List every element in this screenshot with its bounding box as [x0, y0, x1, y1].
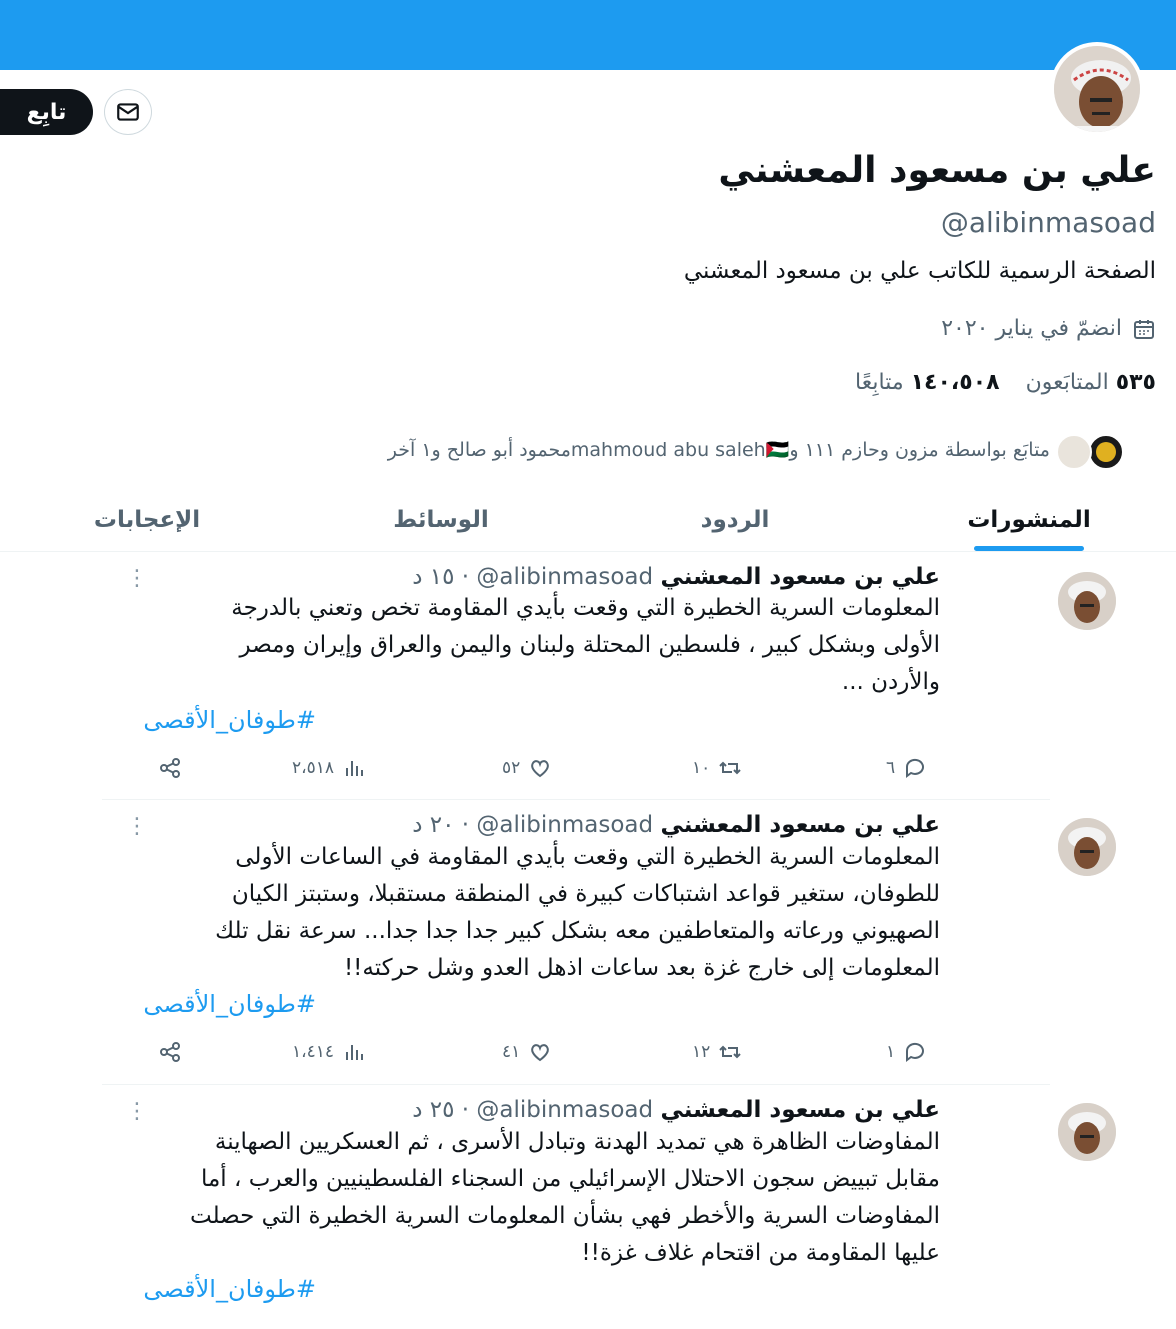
heart-icon: [528, 756, 552, 780]
profile-avatar[interactable]: [1050, 42, 1144, 136]
follow-button[interactable]: تابِع: [0, 89, 93, 135]
retweet-icon: [718, 1040, 742, 1064]
tweet-time[interactable]: · ١٥ د: [412, 564, 470, 590]
envelope-icon: [115, 99, 141, 125]
followers-label: متابِعًا: [855, 370, 904, 395]
retweet-action[interactable]: [692, 1040, 742, 1064]
tweet-line: والأردن ...: [841, 669, 940, 695]
tweet-line: المعلومات إلى خارج غزة بعد ساعات اذهل العدو وشل حركته!!: [343, 955, 940, 981]
tweet-actions: [102, 1040, 1050, 1070]
more-icon[interactable]: ⋮: [126, 1099, 148, 1124]
more-icon[interactable]: ⋮: [126, 566, 148, 591]
retweet-count: ١٠: [692, 758, 711, 778]
tweet-handle: @alibinmasoad: [476, 564, 654, 590]
profile-name: علي بن مسعود المعشني: [718, 150, 1156, 191]
reply-count: ٦: [886, 758, 896, 778]
tweet-handle: @alibinmasoad: [476, 812, 654, 838]
tweet-line: للطوفان، ستغير قواعد اشتباكات كبيرة في المنطقة مستقبلا، وستبتز الكيان: [231, 881, 940, 907]
tweet[interactable]: [102, 800, 1050, 1085]
tweet-header: [412, 1097, 940, 1123]
tweet-hashtag[interactable]: #طوفان_الأقصى: [143, 990, 316, 1018]
heart-icon: [528, 1040, 552, 1064]
retweet-icon: [718, 756, 742, 780]
tweet-line: مقابل تبييض سجون الاحتلال الإسرائيلي من السجناء الفلسطينيين والعرب ، أما: [200, 1166, 940, 1192]
tweet-text: [215, 839, 940, 987]
tweet-hashtag[interactable]: #طوفان_الأقصى: [143, 1275, 316, 1303]
profile-banner: [0, 0, 1176, 70]
tweet-author[interactable]: علي بن مسعود المعشني: [660, 564, 940, 590]
profile-tabs: [0, 488, 1176, 552]
views-action[interactable]: [292, 756, 366, 780]
tweet-line: عليها المقاومة من اقتحام غلاف غزة!!: [581, 1240, 940, 1266]
tweet[interactable]: [102, 552, 1050, 800]
tweet-author[interactable]: علي بن مسعود المعشني: [660, 1097, 940, 1123]
tweet-line: المفاوضات السرية والأخطر فهي بشأن المعلومات السرية الخطيرة التي حصلت: [189, 1203, 940, 1229]
tweet-text: [231, 590, 940, 701]
tweet[interactable]: [102, 1085, 1050, 1329]
more-icon[interactable]: ⋮: [126, 814, 148, 839]
like-count: ٤١: [502, 1042, 521, 1062]
reply-icon: [903, 1040, 927, 1064]
tweet-avatar[interactable]: [1058, 572, 1116, 630]
tweet-avatar[interactable]: [1058, 1103, 1116, 1161]
views-count: ٢،٥١٨: [292, 758, 335, 778]
tab-likes[interactable]: الإعجابات: [93, 506, 201, 533]
following-stat[interactable]: [1026, 370, 1156, 395]
follower-avatar: [1088, 434, 1124, 470]
followers-count: ١٤٠،٥٠٨: [910, 370, 1000, 395]
message-button[interactable]: [104, 89, 152, 135]
views-icon: [342, 756, 366, 780]
tweet-line: الأولى وبشكل كبير ، فلسطين المحتلة ولبنان واليمن والعراق وإيران ومصر: [239, 632, 940, 658]
calendar-icon: [1132, 317, 1156, 341]
retweet-count: ١٢: [692, 1042, 711, 1062]
following-count: ٥٣٥: [1115, 370, 1156, 395]
share-action[interactable]: [158, 1040, 182, 1064]
tweet-text: [190, 1124, 940, 1272]
tweet-time[interactable]: · ٢٠ د: [412, 812, 470, 838]
like-count: ٥٢: [502, 758, 521, 778]
tweet-line: المعلومات السرية الخطيرة التي وقعت بأيدي المقاومة تخص وتعني بالدرجة: [231, 595, 940, 621]
share-icon: [158, 756, 182, 780]
tweet-author[interactable]: علي بن مسعود المعشني: [660, 812, 940, 838]
tweet-time[interactable]: · ٢٥ د: [412, 1097, 470, 1123]
tweet-handle: @alibinmasoad: [476, 1097, 654, 1123]
tweet-hashtag[interactable]: #طوفان_الأقصى: [143, 706, 316, 734]
followed-by-text[interactable]: متابَع بواسطة مزون وحازم ١١١ وmahmoud abu saleh🇵🇸محمود أبو صالح و١ آخر: [387, 439, 1050, 461]
tweet-line: المفاوضات الظاهرة هي تمديد الهدنة وتبادل الأسرى ، ثم العسكريين الصهاينة: [214, 1129, 940, 1155]
tweet-avatar[interactable]: [1058, 818, 1116, 876]
like-action[interactable]: [502, 1040, 552, 1064]
reply-count: ١: [886, 1042, 896, 1062]
views-icon: [342, 1040, 366, 1064]
followers-stat[interactable]: [855, 370, 1000, 395]
share-icon: [158, 1040, 182, 1064]
reply-action[interactable]: [886, 756, 927, 780]
tweet-header: [412, 812, 940, 838]
reply-icon: [903, 756, 927, 780]
views-count: ١،٤١٤: [292, 1042, 335, 1062]
joined-text: انضمّ في يناير ٢٠٢٠: [941, 316, 1122, 341]
tab-media[interactable]: الوسائط: [393, 506, 489, 533]
like-action[interactable]: [502, 756, 552, 780]
follow-stats: [855, 370, 1156, 395]
tweet-line: المعلومات السرية الخطيرة التي وقعت بأيدي المقاومة في الساعات الأولى: [235, 844, 940, 870]
views-action[interactable]: [292, 1040, 366, 1064]
tab-posts[interactable]: المنشورات: [882, 488, 1176, 551]
follower-avatar: [1056, 434, 1092, 470]
reply-action[interactable]: [886, 1040, 927, 1064]
share-action[interactable]: [158, 756, 182, 780]
retweet-action[interactable]: [692, 756, 742, 780]
joined-date: [941, 316, 1156, 341]
tweet-actions: [102, 756, 1050, 786]
profile-handle: @alibinmasoad: [940, 206, 1156, 239]
tab-replies[interactable]: الردود: [700, 506, 770, 533]
tweet-header: [412, 564, 940, 590]
tweet-line: الصهيوني ورعاته والمتعاطفين معه بشكل كبير جدا جدا جدا... سرعة نقل تلك: [215, 918, 940, 944]
following-label: المتابَعون: [1025, 370, 1109, 395]
profile-bio: الصفحة الرسمية للكاتب علي بن مسعود المعشني: [683, 258, 1156, 284]
